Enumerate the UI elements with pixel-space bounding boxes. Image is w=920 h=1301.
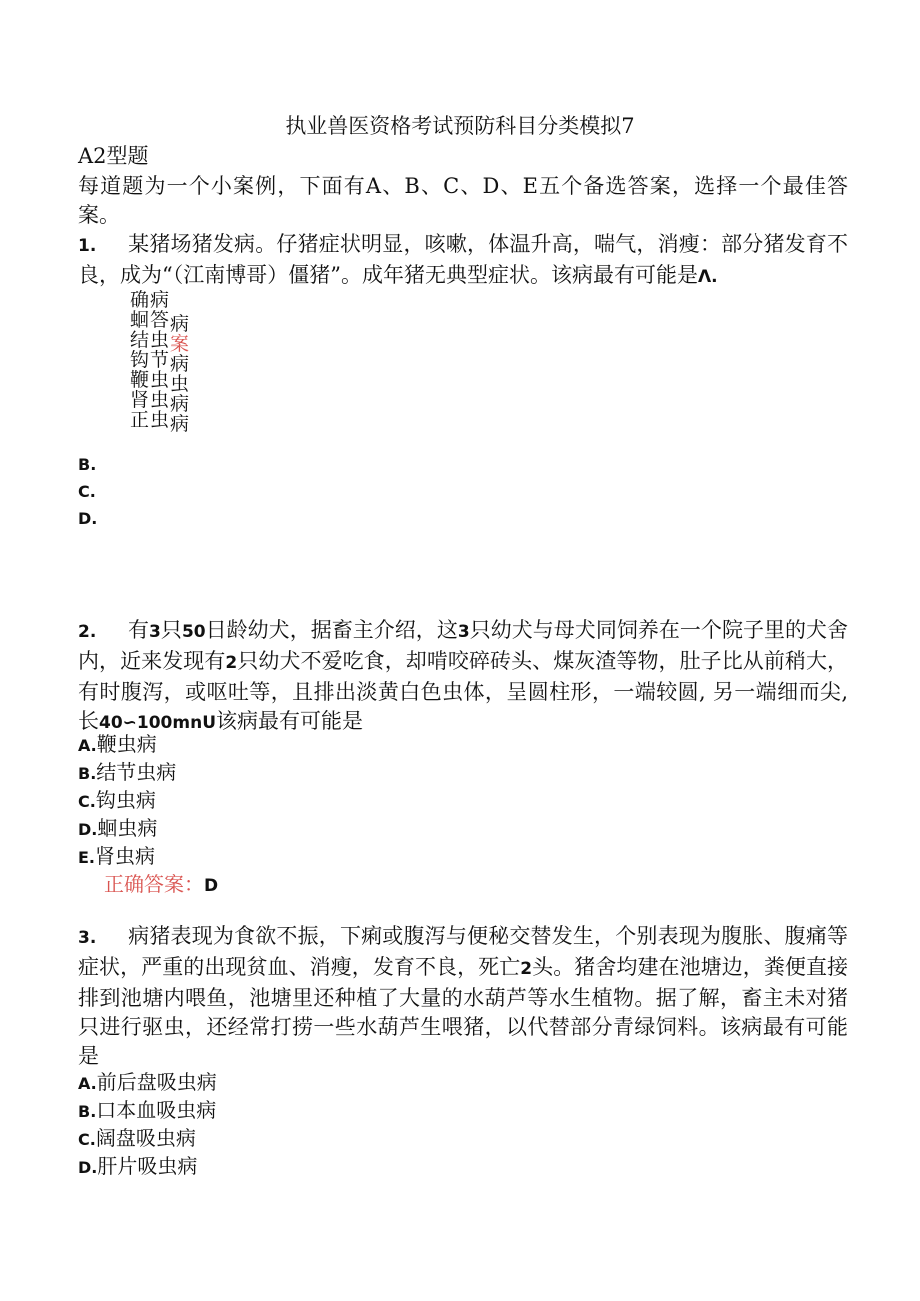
question-text: 有 bbox=[128, 618, 150, 642]
number: 2 bbox=[520, 959, 533, 979]
option-text: 前后盘吸虫病 bbox=[96, 1070, 217, 1094]
option-text: 鞭虫病 bbox=[96, 732, 157, 756]
question-text: 只幼犬不爱吃食，却啃咬碎砖头、煤灰渣等物，肚子比从前稍大，有时腹泻，或呕吐等，且排出淡黄白色虫体，呈圆柱形，一端较圆, 另一端细而尖, 长 bbox=[78, 649, 848, 733]
glyph: 案 bbox=[170, 333, 190, 355]
option-label: C. bbox=[78, 1130, 96, 1149]
glyph: 病 bbox=[150, 289, 170, 311]
question-2 bbox=[78, 616, 848, 738]
q3-option-d bbox=[78, 1150, 197, 1179]
question-text: 只幼犬与母犬同饲养在一个院子里的犬舍内，近来发现有 bbox=[78, 618, 849, 673]
q1-option-b: B. bbox=[78, 455, 97, 474]
glyph: 肾 bbox=[130, 389, 150, 411]
glyph: 虫 bbox=[150, 409, 170, 431]
number: 2 bbox=[225, 653, 238, 673]
question-3 bbox=[78, 922, 848, 1071]
q2-option-b bbox=[78, 756, 176, 785]
question-text: 只 bbox=[160, 618, 182, 642]
question-number: 3. bbox=[78, 928, 97, 948]
glyph: 虫 bbox=[170, 373, 190, 395]
question-text: 某猪场猪发病。仔猪症状明显，咳嗽，体温升高，喘气，消瘦：部分猪发育不良，成为“（江南博哥）僵猪”。成年猪无典型症状。该病最有可能是 bbox=[78, 232, 848, 287]
option-label: B. bbox=[78, 764, 97, 783]
glyph: 鞭 bbox=[130, 369, 150, 391]
glyph: 虫 bbox=[150, 329, 170, 351]
glyph: 虫 bbox=[150, 369, 170, 391]
option-text: 蛔虫病 bbox=[97, 816, 158, 840]
glyph: 节 bbox=[150, 349, 170, 371]
q1-jumbled-column-1 bbox=[130, 290, 149, 430]
question-number: 2. bbox=[78, 622, 97, 642]
q2-option-e bbox=[78, 840, 155, 869]
q2-option-a bbox=[78, 728, 157, 757]
number: 3 bbox=[457, 622, 470, 642]
question-text: 病猪表现为食欲不振，下痢或腹泻与便秘交替发生，个别表现为腹胀、腹痛等症状，严重的出现贫血、消瘦，发育不良，死亡 bbox=[78, 924, 848, 979]
glyph bbox=[170, 294, 189, 314]
option-label: Λ. bbox=[697, 267, 718, 287]
option-label: A. bbox=[78, 1074, 97, 1093]
option-text: 肾虫病 bbox=[95, 844, 156, 868]
glyph: 病 bbox=[170, 353, 190, 375]
question-number: 1. bbox=[78, 236, 97, 256]
q3-option-a bbox=[78, 1066, 217, 1095]
glyph: 病 bbox=[170, 393, 190, 415]
option-label: B. bbox=[78, 1102, 97, 1121]
glyph: 病 bbox=[170, 413, 190, 435]
q1-jumbled-column-3 bbox=[170, 294, 189, 434]
option-label: E. bbox=[78, 848, 96, 867]
q1-jumbled-column-2 bbox=[150, 290, 169, 430]
glyph: 病 bbox=[170, 313, 190, 335]
q1-option-c: C. bbox=[78, 482, 96, 501]
glyph: 钩 bbox=[130, 349, 150, 371]
number: 50 bbox=[181, 622, 206, 642]
q3-option-c bbox=[78, 1122, 196, 1151]
option-label: D. bbox=[78, 820, 98, 839]
option-label: D. bbox=[78, 1158, 98, 1177]
instructions: 每道题为一个小案例，下面有A、B、C、D、E五个备选答案，选择一个最佳答案。 bbox=[78, 174, 848, 227]
document-title: 执业兽医资格考试预防科目分类模拟7 bbox=[285, 114, 635, 138]
option-text: 肝片吸虫病 bbox=[97, 1154, 198, 1178]
section-heading: A2型题 bbox=[78, 144, 149, 168]
option-text: 结节虫病 bbox=[96, 760, 177, 784]
option-label: A. bbox=[78, 736, 97, 755]
option-text: 阔盘吸虫病 bbox=[95, 1126, 196, 1150]
q2-correct-answer bbox=[104, 868, 218, 897]
glyph: 虫 bbox=[150, 389, 170, 411]
q2-option-d bbox=[78, 812, 157, 841]
question-1 bbox=[78, 230, 848, 292]
option-label: C. bbox=[78, 792, 96, 811]
glyph: 正 bbox=[130, 409, 150, 431]
question-text: 日龄幼犬，据畜主介绍，这 bbox=[205, 618, 458, 642]
glyph: 确 bbox=[130, 289, 150, 311]
glyph: 蛔 bbox=[130, 309, 150, 331]
option-text: 钩虫病 bbox=[95, 788, 156, 812]
q1-option-d: D. bbox=[78, 509, 98, 528]
q2-option-c bbox=[78, 784, 156, 813]
glyph: 答 bbox=[150, 309, 170, 331]
option-text: 口本血吸虫病 bbox=[96, 1098, 217, 1122]
answer-label: 正确答案： bbox=[104, 872, 204, 896]
q3-option-b bbox=[78, 1094, 216, 1123]
question-text: 头。猪舍均建在池塘边，粪便直接排到池塘内喂鱼，池塘里还种植了大量的水葫芦等水生植物。据了解，畜主未对猪只进行驱虫，还经常打捞一些水葫芦生喂猪，以代替部分青绿饲料。该病最有可能是 bbox=[78, 955, 849, 1068]
question-text: 该病最有可能是 bbox=[216, 709, 364, 733]
number: 3 bbox=[149, 622, 161, 642]
glyph: 结 bbox=[130, 329, 150, 351]
answer-value: D bbox=[204, 876, 219, 896]
number: 40∽100mnU bbox=[99, 713, 217, 733]
